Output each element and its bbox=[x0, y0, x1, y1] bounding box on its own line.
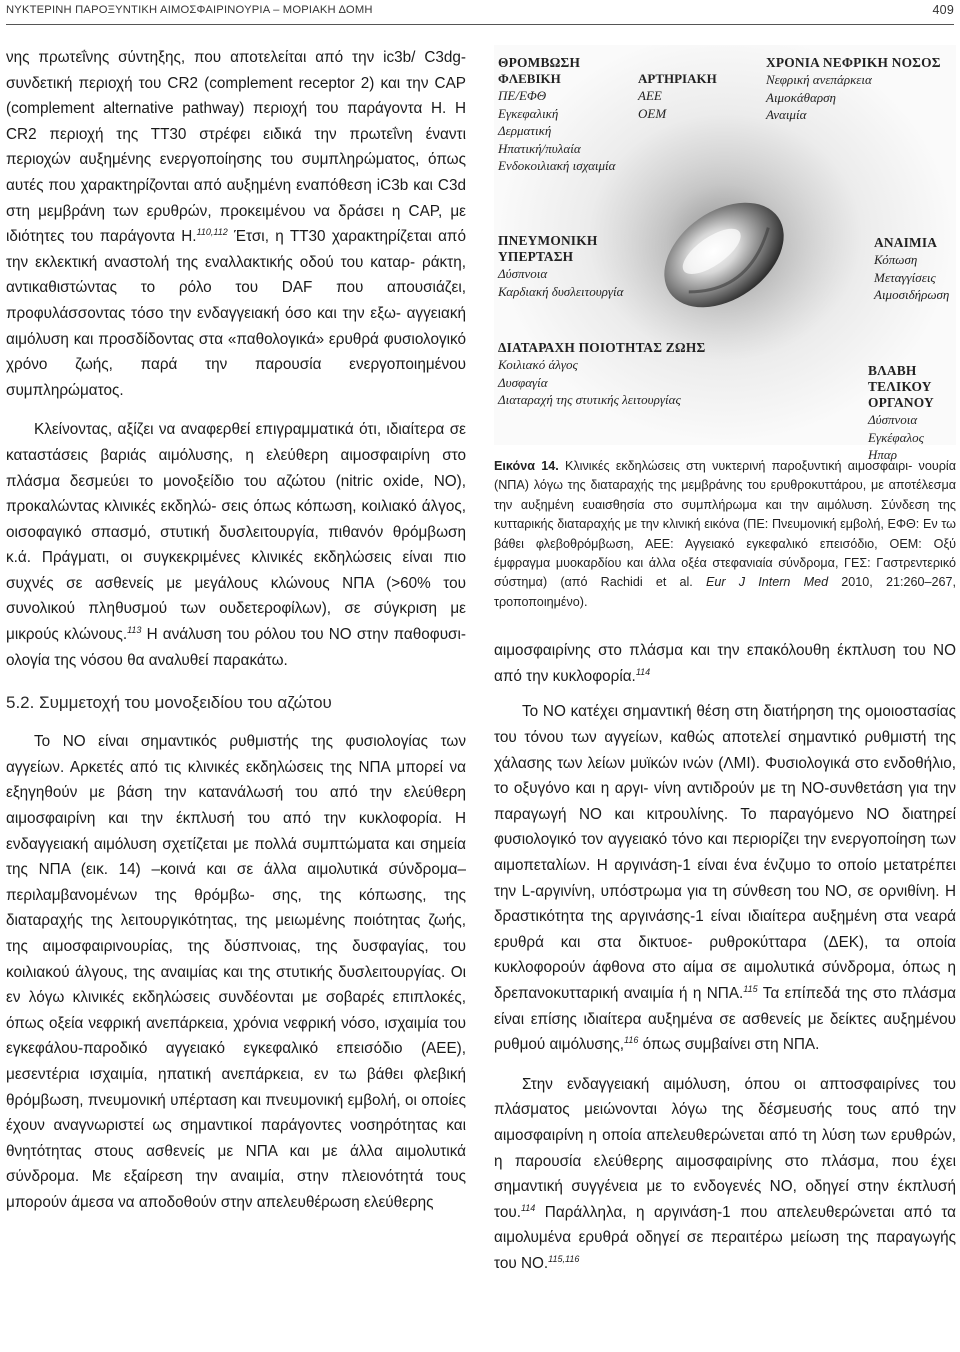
section-heading: 5.2. Συμμετοχή του μονοξειδίου του αζώτου bbox=[6, 693, 332, 713]
text-run: Στην ενδαγγειακή αιμόλυση, όπου οι απτοσφαιρίνες του πλάσματος μειώνονται λόγω της δέσμευσής τους από την αιμοσφαιρίνη η οποία απελευθερώνεται από τη λύση των ερυθρών, η παρουσία ελεύθερης αιμοσφαιρίνης στο πλάσμα, που έχει σημαντική συγγένεια με το ενδογενές ΝΟ, οδηγεί στην έκπλυσή του. bbox=[494, 1075, 956, 1221]
right-column bbox=[494, 45, 956, 1350]
text-run: Το ΝΟ κατέχει σημαντική θέση στη διατήρηση της ομοιοστασίας του τόνου των αγγείων, καθώς αποτελεί σημαντικό ρυθμιστή της χάλασης των λείων μυϊκών ινών (ΛΜΙ). Φυσιολογικά στο ενδοθήλιο, το οξυγόνο και η αργι- νίνη αντιδρούν με τη ΝΟ-συνθετάση για την παραγωγή ΝΟ και κιτρουλίνης. Το παραγόμενο ΝΟ διατηρεί φυσιολογικό τον αγγειακό τόνο και περιορίζει την ενεργοποίηση των αιμοπεταλίων. Η αργινάση-1 είναι ένα ένζυμο το οποίο μετατρέπει την L-αργινίνη, υπόστρωμα για τη σύνθεση του ΝΟ, σε ορνιθίνη. Η δραστικότητα της αργινάσης-1 είναι ιδιαίτερα αυξημένη στα νεαρά ερυθρά και στα δικτυοε- ρυθροκύτταρα (ΔΕΚ), τα οποία κυκλοφορούν άφθονα στο αίμα σε αιμολυτικά σύνδρομα, όπως η δρεπανοκυτταρική αναιμία ή η ΝΠΑ. bbox=[494, 703, 956, 1002]
body-paragraph bbox=[494, 638, 956, 689]
page-number: 409 bbox=[932, 3, 954, 17]
figure-item: Δύσπνοια bbox=[868, 412, 918, 427]
thrombosis-venous bbox=[498, 71, 616, 175]
body-paragraph bbox=[6, 45, 466, 403]
figure-item: Ηπατική/πυλαία bbox=[498, 140, 581, 156]
figure-group-heading: ΑΝΑΙΜΙΑ bbox=[874, 235, 938, 250]
italic-citation: Eur J Intern Med bbox=[705, 575, 829, 590]
thrombosis-arterial bbox=[638, 71, 717, 175]
figure-item: Ενδοκοιλιακή ισχαιμία bbox=[498, 158, 616, 174]
figure-group-thrombosis bbox=[498, 55, 748, 175]
left-column bbox=[6, 45, 466, 1350]
figure-item: Ηπαρ bbox=[868, 447, 897, 463]
reference-superscript: 116 bbox=[624, 1035, 639, 1046]
text-run: Η ανάλυση του ρόλου του ΝΟ στην παθοφυσι- ολογία της νόσου θα αναλυθεί παρακάτω. bbox=[6, 626, 466, 669]
figure-item-list bbox=[874, 251, 956, 304]
figure-group-kidney bbox=[766, 55, 956, 124]
figure-item-list bbox=[766, 71, 956, 124]
figure-item: Αιμοκάθαρση bbox=[766, 89, 836, 105]
figure-item-list bbox=[498, 265, 648, 300]
running-header bbox=[6, 0, 954, 25]
figure-item: ΠΕ/ΕΦΘ bbox=[498, 88, 547, 103]
figure-item: Καρδιακή δυσλειτουργία bbox=[498, 283, 624, 299]
text-run: όπως συμβαίνει στη ΝΠΑ. bbox=[638, 1036, 820, 1054]
figure-item: Νεφρική ανεπάρκεια bbox=[766, 72, 872, 87]
figure-item-list bbox=[868, 411, 956, 464]
figure-item: ΟΕΜ bbox=[638, 105, 667, 121]
figure-group-heading: ΒΛΑΒΗ ΤΕΛΙΚΟΥ ΟΡΓΑΝΟΥ bbox=[868, 363, 934, 410]
figure-group-organ-damage bbox=[868, 363, 956, 464]
figure-item: Δύσπνοια bbox=[498, 266, 548, 281]
figure-group-quality-of-life bbox=[498, 340, 748, 409]
figure-item: Κοιλιακό άλγος bbox=[498, 357, 578, 372]
figure-item: Εγκεφαλική bbox=[498, 105, 559, 121]
figure-item: Κόπωση bbox=[874, 252, 918, 267]
figure-group-pulmonary bbox=[498, 233, 648, 300]
figure-subheading: ΑΡΤΗΡΙΑΚΗ bbox=[638, 71, 717, 86]
text-run: νης πρωτεΐνης σύντηξης, που αποτελείται από την ic3b/ C3dg-συνδετική περιοχή του CR2 (complement receptor 2) και την CAP (complement alternative pathway) περιοχή του παράγοντα Η. Η CR2 περιοχή της ΤΤ30 στρέφει ειδικά την πρωτεΐνη έναντι περιοχών αυξημένης ενεργοποίησης του συμπληρώματος, όπως αυτές που χαρακτηρίζονται από αυξημένη εναπόθεση iC3b και C3d στη μεμβράνη των ερυθρών, προκειμένου να δράσει η CAP, με ιδιότητες του παράγοντα Η. bbox=[6, 49, 466, 246]
right-body bbox=[494, 638, 956, 1276]
text-run: Κλινικές εκδηλώσεις στη νυκτερινή παροξυντική αιμοσφαιρι- νουρία (ΝΠΑ) λόγω της διαταραχής της μεμβράνης του ερυθροκυττάρου, με αποτέλεσμα την αυξημένη ευαισθησία στο συμπλήρωμα και την αιμόλυση. Σύνδεση της κυτταρικής διαταραχής με την κλινική εικόνα (ΠΕ: Πνευμονική εμβολή, ΕΦΘ: Εν τω βάθει φλεβοθρόμβωση, ΑΕΕ: Αγγειακό εγκεφαλικό επεισόδιο, ΟΕΜ: Οξύ έμφραγμα μυοκαρδίου και άλλα οξέα στεφανιαία σύνδρομα, ΓΕΣ: Γαστρεντερικό σύστημα) (από Rachidi et al. bbox=[494, 459, 956, 590]
text-run: Παράλληλα, η αργινάση-1 που απελευθερώνεται από τα αιμολυμένα ερυθρά οδηγεί σε περαιτέρω μείωση της παραγωγής του ΝΟ. bbox=[494, 1203, 956, 1272]
figure-group-heading: ΘΡΟΜΒΩΣΗ bbox=[498, 55, 581, 70]
reference-superscript: 110,112 bbox=[196, 227, 228, 238]
text-run: 2010, 21:260–267, τροποποιημένο). bbox=[494, 575, 956, 609]
figure-subheading: ΦΛΕΒΙΚΗ bbox=[498, 71, 561, 86]
figure-group-heading: ΧΡΟΝΙΑ ΝΕΦΡΙΚΗ ΝΟΣΟΣ bbox=[766, 55, 941, 70]
figure-item: ΑΕΕ bbox=[638, 88, 662, 103]
figure-item-list bbox=[498, 87, 616, 175]
body-paragraph bbox=[494, 1072, 956, 1277]
thrombosis-subcolumns bbox=[498, 71, 748, 175]
caption-label: Εικόνα 14. bbox=[494, 459, 559, 473]
figure-caption bbox=[494, 457, 956, 612]
reference-superscript: 115,116 bbox=[548, 1253, 580, 1264]
figure-item: Δερματική bbox=[498, 123, 552, 139]
figure-item: Μεταγγίσεις bbox=[874, 269, 936, 285]
text-run: Το ΝΟ είναι σημαντικός ρυθμιστής της φυσιολογίας των αγγείων. Αρκετές από τις κλινικές εκδηλώσεις της ΝΠΑ μπορεί να εξηγηθούν με βάση την κατανάλωσή του από την ελεύθερη αιμοσφαιρίνη και την έκπλυσή του από την κυκλοφορία. Η ενδαγγειακή αιμόλυση σχετίζεται με πολλά συμπτώματα και σημεία της ΝΠΑ (εικ. 14) –κοινά και σε άλλα αιμολυτικά σύνδρομα– περιλαμβανομένων της θρόμβω- σης, της κόπωσης, της διαταραχής της λειτουργικότητας, της μειωμένης ποιότητας ζωής, της αιμοσφαιρινουρίας, της δύσπνοιας, της δυσφαγίας, του κοιλιακού άλγους, της αναιμίας και της στυτικής δυσλειτουργίας. Οι εν λόγω κλινικές εκδηλώσεις συνδέονται με σοβαρές επιπλοκές, όπως οξεία νεφρική ανεπάρκεια, χρόνια νεφρική νόσο, ισχαιμία του εγκεφάλου-παροδικό αγγειακό εγκεφαλικό επεισόδιο (ΑΕΕ), μεσεντέρια ισχαιμία, ηπατική ανεπάρκεια, εν τω βάθει φλεβική θρόμβωση, πνευμονική υπέρταση και πνευμονική εμβολή, οι οποίες έχουν αναγνωριστεί ως σημαντικοί παράγοντες νοσηρότητας και θνητότητας στους ασθενείς με ΝΠΑ και με άλλα αιμολυτικά σύνδρομα. Με εξαίρεση την αναιμία, στην πλειονότητά τους μπορούν άμεσα να αποδοθούν στην απελευθέρωση ελεύθερης bbox=[6, 733, 466, 1211]
body-paragraph bbox=[494, 699, 956, 1057]
figure-group-anemia bbox=[874, 235, 956, 304]
text-run: Έτσι, η ΤΤ30 χαρακτηρίζεται από την εκλεκτική αναστολή της εναλλακτικής οδού του καταρ- ράκτη, αντικαθιστώντας το ρόλο του DAF που απουσιάζει, προφυλάσσοντας τόσο την ενδαγγειακή όσο και την εξω- αγγειακή αιμόλυση και προσδίδοντας στα «παθολογικά» ερυθρά φυσιολογικό χρόνο ζωής, παρά την παρουσία ενεργοποιημένου συμπληρώματος. bbox=[6, 228, 466, 399]
figure-group-heading: ΔΙΑΤΑΡΑΧΗ ΠΟΙΟΤΗΤΑΣ ΖΩΗΣ bbox=[498, 340, 706, 355]
running-header-title: ΝΥΚΤΕΡΙΝΗ ΠΑΡΟΞΥΝΤΙΚΗ ΑΙΜΟΣΦΑΙΡΙΝΟΥΡΙΑ – ΜΟΡΙΑΚΗ ΔΟΜΗ bbox=[6, 4, 373, 16]
reference-superscript: 114 bbox=[635, 666, 651, 677]
text-run: Τα επίπεδά της στο πλάσμα είναι επίσης ιδιαίτερα αυξημένα σε ασθενείς με δείκτες αυξημένου ρυθμού αιμόλυσης, bbox=[494, 984, 956, 1054]
figure-group-heading: ΠΝΕΥΜΟΝΙΚΗ ΥΠΕΡΤΑΣΗ bbox=[498, 233, 598, 264]
reference-superscript: 114 bbox=[520, 1202, 536, 1213]
figure-item-list bbox=[638, 87, 717, 122]
body-paragraph bbox=[6, 729, 466, 1215]
figure-item: Αιμοσιδήρωση bbox=[874, 287, 950, 303]
body-paragraph bbox=[6, 417, 466, 673]
figure-item: Αναιμία bbox=[766, 107, 807, 123]
text-run: Κλείνοντας, αξίζει να αναφερθεί επιγραμματικά ότι, ιδιαίτερα σε καταστάσεις βαριάς αιμόλυσης, η ελεύθερη αιμοσφαιρίνη στο πλάσμα δεσμεύει το μονοξείδιο του αζώτου (nitric oxide, NO), προκαλώντας κλινικές εκδηλώ- σεις όπως κόπωση, κοιλιακό άλγος, οισοφαγικό σπασμό, στυτική δυσλειτουργία, πιθανόν θρόμβωση κ.ά. Πράγματι, οι συγκεκριμένες κλινικές εκδηλώσεις είναι πιο συχνές σε ασθενείς με μεγάλους κλώνους ΝΠΑ (>60% του συνολικού πληθυσμού των ουδετεροφίλων), σε σύγκριση με μικρούς κλώνους. bbox=[6, 421, 466, 644]
text-run: αιμοσφαιρίνης στο πλάσμα και την επακόλουθη έκπλυση του ΝΟ από την κυκλοφορία. bbox=[494, 642, 956, 685]
reference-superscript: 115 bbox=[743, 983, 758, 994]
reference-superscript: 113 bbox=[127, 624, 142, 635]
figure-item-list bbox=[498, 356, 748, 409]
figure-item: Δυσφαγία bbox=[498, 374, 548, 390]
figure-item: Εγκέφαλος bbox=[868, 429, 924, 445]
figure-item: Διαταραχή της στυτικής λειτουργίας bbox=[498, 392, 681, 408]
figure-14 bbox=[494, 45, 956, 463]
